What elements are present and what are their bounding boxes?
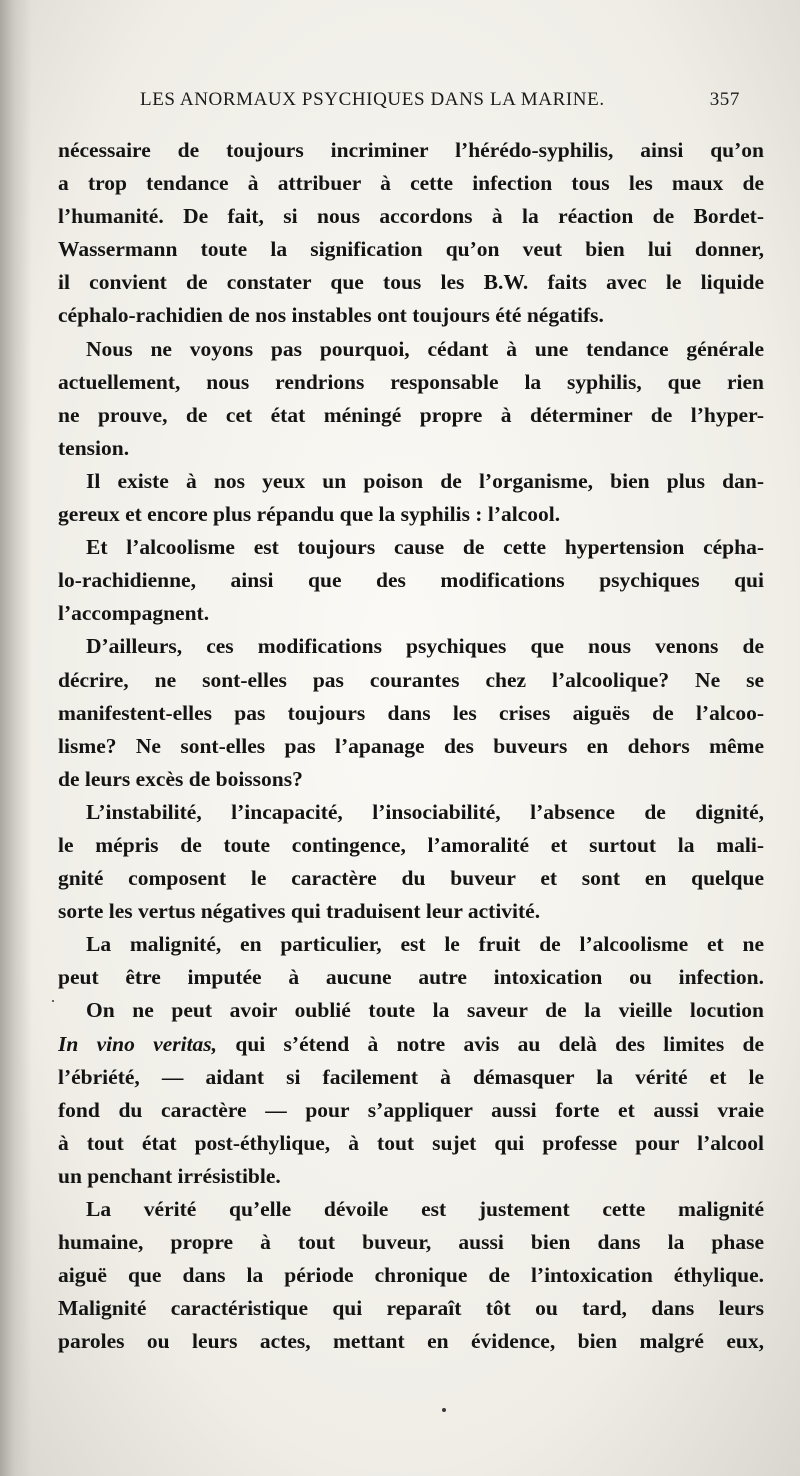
page-edge-shadow	[0, 0, 32, 1476]
text-line: nécessaire de toujours incriminer l’hérédo-syphilis, ainsi qu’on	[58, 138, 764, 162]
text-line: à tout état post-éthylique, à tout sujet qui professe pour l’alcool	[58, 1130, 764, 1155]
text-line: sorte les vertus négatives qui traduisent leur activité.	[58, 899, 541, 924]
text-line: il convient de constater que tous les B.W. faits avec le liquide	[58, 270, 764, 295]
paragraph-start-line: Nous ne voyons pas pourquoi, cédant à une tendance générale	[86, 336, 764, 361]
text-line: aiguë que dans la période chronique de l’intoxication éthylique.	[58, 1263, 764, 1288]
text-line: fond du caractère — pour s’appliquer aussi forte et aussi vraie	[58, 1097, 764, 1122]
text-line: de leurs excès de boissons?	[58, 766, 303, 791]
text-line: céphalo-rachidien de nos instables ont toujours été négatifs.	[58, 303, 604, 328]
running-header	[140, 89, 740, 119]
text-line: humaine, propre à tout buveur, aussi bien dans la phase	[58, 1230, 764, 1255]
running-title: LES ANORMAUX PSYCHIQUES DANS LA MARINE.	[140, 89, 605, 110]
page-number: 357	[709, 89, 740, 110]
text-line: lo-rachidienne, ainsi que des modifications psychiques qui	[58, 568, 764, 593]
text-line: l’ébriété, — aidant si facilement à démasquer la vérité et le	[58, 1064, 764, 1089]
text-line: l’humanité. De fait, si nous accordons à la réaction de Bordet-	[58, 204, 764, 229]
paragraph-start-line: D’ailleurs, ces modifications psychiques que nous venons de	[86, 634, 764, 659]
paragraph-start-line: Et l’alcoolisme est toujours cause de cette hypertension cépha-	[86, 535, 764, 560]
paragraph-start-line: La malignité, en particulier, est le fruit de l’alcoolisme et ne	[86, 932, 764, 957]
ink-speck	[52, 1000, 54, 1002]
text-line: paroles ou leurs actes, mettant en évidence, bien malgré eux,	[58, 1329, 764, 1354]
text-line: l’accompagnent.	[58, 601, 210, 626]
paragraph-start-line: Il existe à nos yeux un poison de l’organisme, bien plus dan-	[86, 468, 764, 493]
text-line: Wassermann toute la signification qu’on veut bien lui donner,	[58, 237, 764, 262]
text-line: a trop tendance à attribuer à cette infection tous les maux de	[58, 171, 764, 196]
paragraph-start-line: L’instabilité, l’incapacité, l’insociabilité, l’absence de dignité,	[86, 799, 764, 824]
text-line: le mépris de toute contingence, l’amoralité et surtout la mali-	[58, 832, 764, 857]
ink-speck	[442, 1408, 446, 1412]
text-line: actuellement, nous rendrions responsable la syphilis, que rien	[58, 369, 764, 394]
text-line: tension.	[58, 435, 130, 460]
body-text	[58, 134, 764, 1358]
text-line: un penchant irrésistible.	[58, 1163, 281, 1188]
text-line: gereux et encore plus répandu que la syphilis : l’alcool.	[58, 502, 561, 527]
text-line-with-italic	[58, 1028, 764, 1061]
italic-locution: In vino veritas,	[58, 1031, 218, 1056]
paragraph-start-line: La vérité qu’elle dévoile est justement cette malignité	[86, 1197, 764, 1221]
text-line: Malignité caractéristique qui reparaît tôt ou tard, dans leurs	[58, 1296, 764, 1321]
text-line: ne prouve, de cet état méningé propre à déterminer de l’hyper-	[58, 402, 764, 427]
text-line: peut être imputée à aucune autre intoxication ou infection.	[58, 965, 764, 990]
text-line-remainder: qui s’étend à notre avis au delà des limites de	[235, 1031, 764, 1056]
text-line: décrire, ne sont-elles pas courantes chez l’alcoolique? Ne se	[58, 667, 764, 692]
text-line: lisme? Ne sont-elles pas l’apanage des buveurs en dehors même	[58, 733, 764, 758]
text-line: manifestent-elles pas toujours dans les crises aiguës de l’alcoo-	[58, 700, 764, 725]
paragraph-start-line: On ne peut avoir oublié toute la saveur de la vieille locution	[86, 998, 764, 1023]
text-line: gnité composent le caractère du buveur et sont en quelque	[58, 866, 764, 891]
